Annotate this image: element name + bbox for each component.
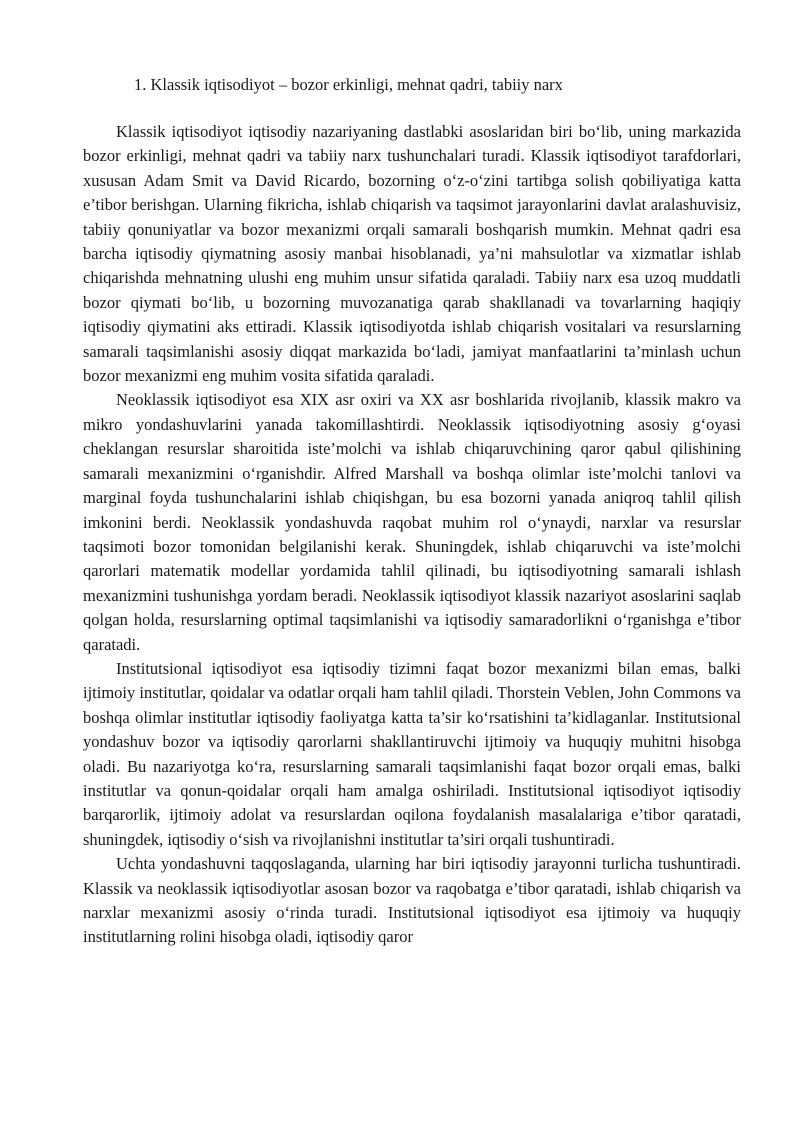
paragraph-neoclassical: Neoklassik iqtisodiyot esa XIX asr oxiri va XX asr boshlarida rivojlanib, klassik makro va mikro yondashuvlarini yanada takomillashtirdi. Neoklassik iqtisodiyotning asosiy g‘oyasi cheklangan resurslar sharoitida iste’molchi va ishlab chiqaruvchining qaror qabul qilishining samarali mexanizmini o‘rganishdir. Alfred Marshall va boshqa olimlar iste’molchi tanlovi va marginal foyda tushunchalarini ishlab chiqishgan, bu esa bozorni yanada aniqroq tahlil qilish imkonini berdi. Neoklassik yondashuvda raqobat muhim rol o‘ynaydi, narxlar va resurslar taqsimoti bozor tomonidan belgilanishi kerak. Shuningdek, ishlab chiqaruvchi va iste’molchi qarorlari matematik modellar yordamida tahlil qilinadi, bu iqtisodiyotning samarali ishlash mexanizmini tushunishga yordam beradi. Neoklassik iqtisodiyot klassik nazariyot asoslarini saqlab qolgan holda, resurslarning optimal taqsimlanishi va iqtisodiy samaradorlikni o‘rganishga e’tibor qaratadi. xyxy=(83,390,741,654)
paragraph-institutional: Institutsional iqtisodiyot esa iqtisodiy tizimni faqat bozor mexanizmi bilan emas, balki ijtimoiy institutlar, qoidalar va odatlar orqali ham tahlil qiladi. Thorstein Veblen, John Commons va boshqa olimlar institutlar iqtisodiy faoliyatga katta ta’sir ko‘rsatishini ta’kidlaganlar. Institutsional yondashuv bozor va iqtisodiy qarorlarni shakllantiruvchi ijtimoiy va huquqiy muhitni hisobga oladi. Bu nazariyotga ko‘ra, resurslarning samarali taqsimlanishi faqat bozor orqali emas, balki institutlar va qonun-qoidalar orqali ham amalga oshiriladi. Institutsional iqtisodiyot iqtisodiy barqarorlik, ijtimoiy adolat va resurslardan oqilona foydalanish masalalariga e’tibor qaratadi, shuningdek, iqtisodiy o‘sish va rivojlanishni institutlar ta’siri orqali tushuntiradi. xyxy=(83,658,741,849)
paragraph-comparison: Uchta yondashuvni taqqoslaganda, ularning har biri iqtisodiy jarayonni turlicha tushuntiradi. Klassik va neoklassik iqtisodiyotlar asosan bozor va raqobatga e’tibor qaratadi, ishlab chiqarish va narxlar mexanizmi asosiy o‘rinda turadi. Institutsional iqtisodiyot esa ijtimoiy va huquqiy institutlarning rolini hisobga oladi, iqtisodiy qaror xyxy=(83,854,741,947)
body-text xyxy=(83,120,741,950)
paragraph-classical: Klassik iqtisodiyot iqtisodiy nazariyaning dastlabki asoslaridan biri bo‘lib, uning markazida bozor erkinligi, mehnat qadri va tabiiy narx tushunchalari turadi. Klassik iqtisodiyot tarafdorlari, xususan Adam Smit va David Ricardo, bozorning o‘z-o‘zini tartibga solish qobiliyatiga katta e’tibor berishgan. Ularning fikricha, ishlab chiqarish va taqsimot jarayonlarini davlat aralashuvisiz, tabiiy qonuniyatlar va bozor mexanizmi orqali samarali boshqarish mumkin. Mehnat qadri esa barcha iqtisodiy qiymatning asosiy manbai hisoblanadi, ya’ni mahsulotlar va xizmatlar ishlab chiqarishda mehnatning ulushi eng muhim unsur sifatida qaraladi. Tabiiy narx esa uzoq muddatli bozor qiymati bo‘lib, u bozorning muvozanatiga qarab shakllanadi va tovarlarning haqiqiy iqtisodiy qiymatini aks ettiradi. Klassik iqtisodiyotda ishlab chiqarish vositalari va resurslarning samarali taqsimlanishi asosiy diqqat markazida bo‘ladi, jamiyat manfaatlarini ta’minlash uchun bozor mexanizmi eng muhim vosita sifatida qaraladi. xyxy=(83,122,741,386)
section-heading: 1. Klassik iqtisodiyot – bozor erkinligi, mehnat qadri, tabiiy narx xyxy=(134,75,563,94)
